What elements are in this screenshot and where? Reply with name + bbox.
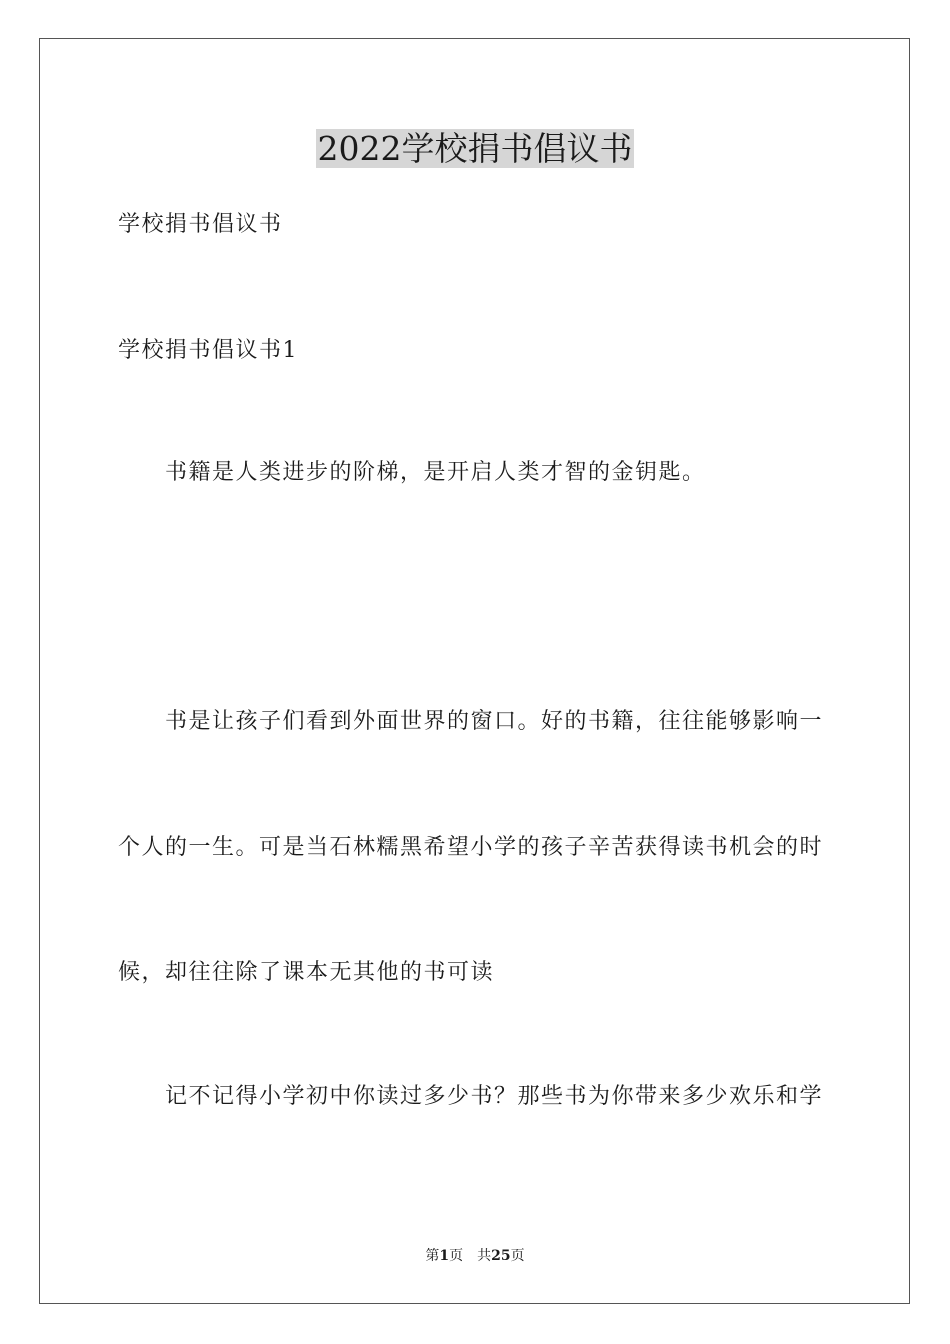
paragraph-1: 书籍是人类进步的阶梯，是开启人类才智的金钥匙。 <box>165 460 706 485</box>
paragraph-2-line-2: 个人的一生。可是当石林糯黑希望小学的孩子辛苦获得读书机会的时 <box>118 835 824 860</box>
paragraph-3-line-1: 记不记得小学初中你读过多少书？那些书为你带来多少欢乐和学 <box>165 1084 824 1109</box>
page-footer <box>0 1246 950 1266</box>
total-suffix: 页 <box>510 1248 525 1264</box>
document-title-text: 2022学校捐书倡议书 <box>317 129 633 168</box>
paragraph-2-line-3: 候，却往往除了课本无其他的书可读 <box>118 960 495 985</box>
total-prefix: 共 <box>477 1248 492 1264</box>
document-subtitle: 学校捐书倡议书 <box>118 212 283 237</box>
page-number: 1 <box>439 1248 450 1264</box>
page-suffix: 页 <box>449 1248 464 1264</box>
page-prefix: 第 <box>425 1248 440 1264</box>
document-title <box>0 128 950 170</box>
section-heading: 学校捐书倡议书1 <box>118 338 298 363</box>
paragraph-2-line-1: 书是让孩子们看到外面世界的窗口。好的书籍，往往能够影响一 <box>165 709 824 734</box>
total-pages: 25 <box>491 1248 511 1264</box>
